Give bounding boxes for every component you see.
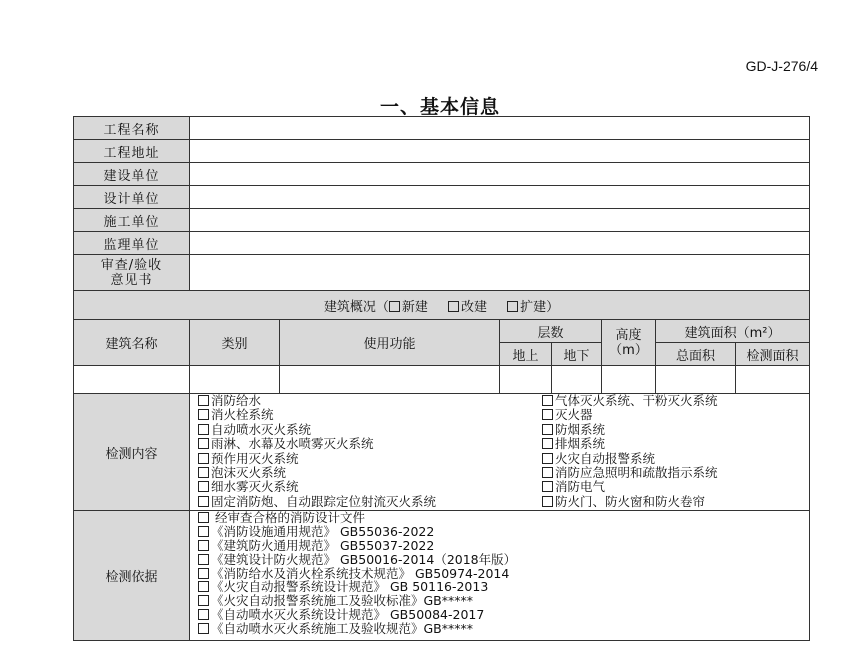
review-label-line2: 意见书 bbox=[110, 272, 153, 288]
option-new-build: 新建 bbox=[401, 299, 428, 315]
basis-item[interactable] bbox=[198, 580, 809, 594]
header-height-label: 高度 bbox=[615, 327, 642, 343]
row-construction-unit bbox=[74, 163, 810, 186]
checkbox-icon[interactable] bbox=[198, 554, 209, 565]
basis-item[interactable] bbox=[198, 608, 809, 622]
basis-item-label: 《自动喷水灭火系统施工及验收规范》GB***** bbox=[211, 622, 474, 637]
checkbox-icon[interactable] bbox=[198, 453, 209, 464]
basis-item-label: 《建筑防火通用规范》 GB55037-2022 bbox=[211, 538, 435, 553]
header-category: 类别 bbox=[190, 320, 280, 366]
cell-use[interactable] bbox=[280, 366, 500, 394]
content-item[interactable] bbox=[198, 423, 542, 437]
row-review-opinion bbox=[74, 255, 810, 291]
content-item-label: 自动喷水灭火系统 bbox=[211, 422, 312, 437]
content-item-label: 泡沫灭火系统 bbox=[211, 465, 287, 480]
checkbox-icon[interactable] bbox=[198, 609, 209, 620]
field-supervision-unit[interactable] bbox=[190, 232, 810, 255]
checkbox-icon[interactable] bbox=[198, 496, 209, 507]
field-project-name[interactable] bbox=[190, 117, 810, 140]
row-builder-unit bbox=[74, 209, 810, 232]
basis-item-label: 《建筑设计防火规范》 GB50016-2014（2018年版） bbox=[211, 552, 517, 567]
page-title: 一、基本信息 bbox=[379, 96, 500, 118]
basis-item-label: 经审查合格的消防设计文件 bbox=[211, 511, 365, 525]
checkbox-icon[interactable] bbox=[542, 467, 553, 478]
checkbox-icon[interactable] bbox=[198, 623, 209, 634]
header-area: 建筑面积（m²） bbox=[656, 320, 810, 343]
basis-item-label: 《火灾自动报警系统设计规范》 GB 50116-2013 bbox=[211, 580, 489, 595]
checkbox-icon[interactable] bbox=[198, 581, 209, 592]
field-builder-unit[interactable] bbox=[190, 209, 810, 232]
header-floors: 层数 bbox=[500, 320, 602, 343]
content-item-label: 排烟系统 bbox=[555, 437, 606, 452]
option-expansion: 扩建 bbox=[520, 299, 547, 315]
content-item-label: 细水雾灭火系统 bbox=[211, 480, 299, 495]
review-label-line1: 审查/验收 bbox=[100, 257, 163, 273]
content-item[interactable] bbox=[542, 495, 792, 509]
content-item-label: 防火门、防火窗和防火卷帘 bbox=[555, 494, 706, 509]
checkbox-icon[interactable] bbox=[198, 438, 209, 449]
test-content-right-column bbox=[542, 394, 792, 509]
checkbox-icon[interactable] bbox=[542, 409, 553, 420]
header-total-area: 总面积 bbox=[656, 343, 736, 366]
basis-item-label: 《消防设施通用规范》 GB55036-2022 bbox=[211, 524, 435, 539]
content-item[interactable] bbox=[198, 466, 542, 480]
header-use: 使用功能 bbox=[280, 320, 500, 366]
checkbox-expansion[interactable] bbox=[507, 301, 518, 312]
content-item[interactable] bbox=[542, 480, 792, 494]
content-item-label: 火灾自动报警系统 bbox=[555, 451, 656, 466]
row-building-header-1 bbox=[74, 320, 810, 343]
label-builder-unit: 施工单位 bbox=[74, 209, 190, 232]
row-project-address bbox=[74, 140, 810, 163]
row-design-unit bbox=[74, 186, 810, 209]
checkbox-icon[interactable] bbox=[542, 481, 553, 492]
checkbox-icon[interactable] bbox=[542, 453, 553, 464]
cell-height[interactable] bbox=[602, 366, 656, 394]
header-floors-above: 地上 bbox=[500, 343, 552, 366]
content-item-label: 固定消防炮、自动跟踪定位射流灭火系统 bbox=[211, 494, 437, 509]
content-item[interactable] bbox=[198, 495, 542, 509]
test-basis-options bbox=[190, 511, 810, 641]
building-overview bbox=[74, 291, 810, 320]
field-construction-unit[interactable] bbox=[190, 163, 810, 186]
overview-suffix: ） bbox=[546, 299, 560, 315]
basis-item[interactable] bbox=[198, 567, 809, 581]
content-item-label: 雨淋、水幕及水喷雾灭火系统 bbox=[211, 437, 374, 452]
content-item-label: 消火栓系统 bbox=[211, 408, 274, 423]
content-item-label: 预作用灭火系统 bbox=[211, 451, 299, 466]
content-item[interactable] bbox=[198, 437, 542, 451]
checkbox-icon[interactable] bbox=[198, 595, 209, 606]
field-review-opinion[interactable] bbox=[190, 255, 810, 291]
basis-item-label: 《火灾自动报警系统施工及验收标准》GB***** bbox=[211, 594, 474, 609]
basis-item-label: 《自动喷水灭火系统设计规范》 GB50084-2017 bbox=[211, 608, 485, 623]
header-height-unit: （m） bbox=[609, 342, 648, 358]
overview-prefix: 建筑概况（ bbox=[323, 299, 389, 315]
content-item-label: 消防给水 bbox=[211, 394, 262, 408]
basis-item[interactable] bbox=[198, 539, 809, 553]
cell-floors-below[interactable] bbox=[552, 366, 602, 394]
checkbox-icon[interactable] bbox=[542, 438, 553, 449]
content-item[interactable] bbox=[542, 452, 792, 466]
checkbox-icon[interactable] bbox=[198, 540, 209, 551]
basis-item-label: 《消防给水及消火栓系统技术规范》 GB50974-2014 bbox=[211, 566, 510, 581]
label-design-unit: 设计单位 bbox=[74, 186, 190, 209]
label-test-basis: 检测依据 bbox=[74, 511, 190, 641]
content-item[interactable] bbox=[542, 423, 792, 437]
cell-floors-above[interactable] bbox=[500, 366, 552, 394]
content-item[interactable] bbox=[198, 480, 542, 494]
content-item[interactable] bbox=[542, 394, 792, 408]
header-floors-below: 地下 bbox=[552, 343, 602, 366]
checkbox-new-build[interactable] bbox=[389, 301, 400, 312]
field-design-unit[interactable] bbox=[190, 186, 810, 209]
document-number: GD-J-276/4 bbox=[745, 58, 818, 74]
option-rebuild: 改建 bbox=[461, 299, 488, 315]
cell-total-area[interactable] bbox=[656, 366, 736, 394]
checkbox-rebuild[interactable] bbox=[448, 301, 459, 312]
content-item[interactable] bbox=[198, 394, 542, 408]
checkbox-icon[interactable] bbox=[198, 526, 209, 537]
label-review-opinion bbox=[74, 255, 190, 291]
cell-category[interactable] bbox=[190, 366, 280, 394]
content-item[interactable] bbox=[198, 452, 542, 466]
cell-test-area[interactable] bbox=[736, 366, 810, 394]
header-height bbox=[602, 320, 656, 366]
basis-item[interactable] bbox=[198, 553, 809, 567]
basis-item[interactable] bbox=[198, 622, 809, 636]
row-test-content bbox=[74, 394, 810, 511]
checkbox-icon[interactable] bbox=[542, 424, 553, 435]
test-content-options bbox=[190, 394, 810, 511]
row-supervision-unit bbox=[74, 232, 810, 255]
content-item-label: 消防电气 bbox=[555, 480, 606, 495]
checkbox-icon[interactable] bbox=[542, 496, 553, 507]
basis-item[interactable] bbox=[198, 594, 809, 608]
content-item[interactable] bbox=[198, 408, 542, 422]
row-building-overview bbox=[74, 291, 810, 320]
checkbox-icon[interactable] bbox=[198, 395, 209, 406]
content-item-label: 气体灭火系统、干粉灭火系统 bbox=[555, 394, 718, 408]
content-item-label: 灭火器 bbox=[555, 408, 593, 423]
label-test-content: 检测内容 bbox=[74, 394, 190, 511]
label-supervision-unit: 监理单位 bbox=[74, 232, 190, 255]
checkbox-icon[interactable] bbox=[198, 467, 209, 478]
header-building-name: 建筑名称 bbox=[74, 320, 190, 366]
label-construction-unit: 建设单位 bbox=[74, 163, 190, 186]
content-item-label: 防烟系统 bbox=[555, 422, 606, 437]
checkbox-icon[interactable] bbox=[198, 568, 209, 579]
basis-item[interactable] bbox=[198, 525, 809, 539]
content-item-label: 消防应急照明和疏散指示系统 bbox=[555, 465, 718, 480]
content-item[interactable] bbox=[542, 437, 792, 451]
checkbox-icon[interactable] bbox=[198, 481, 209, 492]
row-building-data bbox=[74, 366, 810, 394]
checkbox-icon[interactable] bbox=[198, 409, 209, 420]
field-project-address[interactable] bbox=[190, 140, 810, 163]
header-test-area: 检测面积 bbox=[736, 343, 810, 366]
row-test-basis bbox=[74, 511, 810, 641]
label-project-address: 工程地址 bbox=[74, 140, 190, 163]
row-project-name bbox=[74, 117, 810, 140]
checkbox-icon[interactable] bbox=[542, 395, 553, 406]
content-item[interactable] bbox=[542, 466, 792, 480]
basic-info-table bbox=[73, 116, 810, 641]
basis-item[interactable] bbox=[198, 511, 809, 525]
label-project-name: 工程名称 bbox=[74, 117, 190, 140]
checkbox-icon[interactable] bbox=[198, 424, 209, 435]
content-item[interactable] bbox=[542, 408, 792, 422]
test-content-left-column bbox=[190, 394, 542, 509]
cell-building-name[interactable] bbox=[74, 366, 190, 394]
checkbox-icon[interactable] bbox=[198, 512, 209, 523]
